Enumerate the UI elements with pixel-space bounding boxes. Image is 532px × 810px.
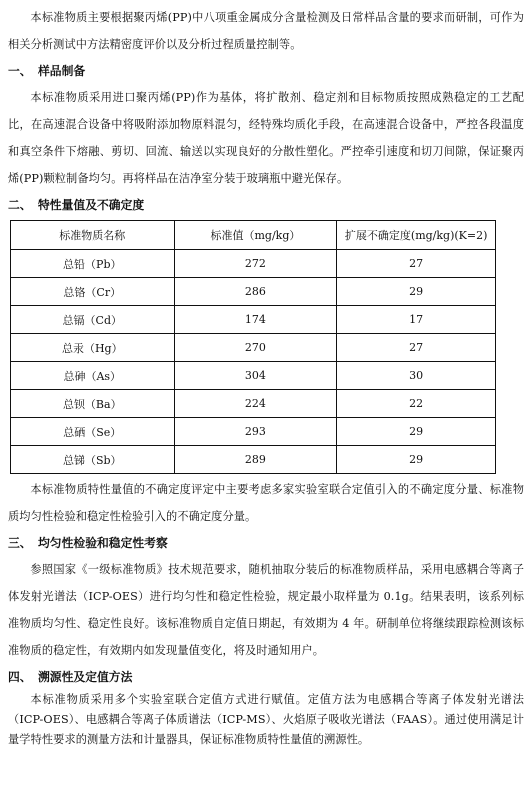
cell-value: 272 bbox=[174, 250, 337, 278]
section-title: 均匀性检验和稳定性考察 bbox=[38, 536, 168, 550]
table-row bbox=[11, 334, 496, 362]
section-2-note: 本标准物质特性量值的不确定度评定中主要考虑多家实验室联合定值引入的不确定度分量、标准物质均匀性检验和稳定性检验引入的不确定度分量。 bbox=[8, 483, 524, 523]
cell-uncertainty: 29 bbox=[337, 418, 496, 446]
certified-values-table bbox=[10, 220, 496, 474]
section-3-body: 参照国家《一级标准物质》技术规范要求，随机抽取分装后的标准物质样品，采用电感耦合等离子体发射光谱法（ICP-OES）进行均匀性和稳定性检验，规定最小取样量为 0.1g。结果表明，该系列标准物质均匀性、稳定性良好。该标准物质自定值日期起，有效期为 4 年。研制单位将继续跟踪检测该标准物质的稳定性，有效期内如发现量值变化，将及时通知用户。 bbox=[8, 563, 524, 657]
cell-value: 270 bbox=[174, 334, 337, 362]
section-1-heading bbox=[8, 58, 524, 84]
section-title: 特性量值及不确定度 bbox=[38, 198, 145, 212]
cell-name: 总钡（Ba） bbox=[11, 390, 175, 418]
section-4-heading bbox=[8, 664, 524, 690]
table-header-row bbox=[11, 221, 496, 250]
cell-value: 289 bbox=[174, 446, 337, 474]
cell-name: 总镉（Cd） bbox=[11, 306, 175, 334]
table-row bbox=[11, 250, 496, 278]
section-title: 溯源性及定值方法 bbox=[38, 670, 133, 684]
section-number: 一、 bbox=[8, 64, 32, 78]
column-header-name: 标准物质名称 bbox=[11, 221, 175, 250]
cell-name: 总硒（Se） bbox=[11, 418, 175, 446]
cell-uncertainty: 30 bbox=[337, 362, 496, 390]
column-header-value: 标准值（mg/kg） bbox=[174, 221, 337, 250]
table-row bbox=[11, 418, 496, 446]
table-row bbox=[11, 446, 496, 474]
cell-uncertainty: 27 bbox=[337, 334, 496, 362]
table-row bbox=[11, 390, 496, 418]
cell-name: 总锑（Sb） bbox=[11, 446, 175, 474]
table-row bbox=[11, 278, 496, 306]
section-2-heading bbox=[8, 192, 524, 218]
cell-name: 总砷（As） bbox=[11, 362, 175, 390]
section-3-heading bbox=[8, 530, 524, 556]
table-row bbox=[11, 306, 496, 334]
table-row bbox=[11, 362, 496, 390]
section-title: 样品制备 bbox=[38, 64, 86, 78]
section-number: 三、 bbox=[8, 536, 32, 550]
cell-uncertainty: 22 bbox=[337, 390, 496, 418]
cell-name: 总汞（Hg） bbox=[11, 334, 175, 362]
section-1-body: 本标准物质采用进口聚丙烯(PP)作为基体，将扩散剂、稳定剂和目标物质按照成熟稳定的工艺配比，在高速混合设备中将吸附添加物原料混匀，经特殊均质化手段，在高速混合设备中，严控各段温度和真空条件下熔融、剪切、回流、输送以实现良好的分散性塑化。严控牵引速度和切刀间隙，保证聚丙烯(PP)颗粒制备均匀。再将样品在洁净室分装于玻璃瓶中避光保存。 bbox=[8, 91, 524, 185]
intro-paragraph: 本标准物质主要根据聚丙烯(PP)中八项重金属成分含量检测及日常样品含量的要求而研制，可作为相关分析测试中方法精密度评价以及分析过程质量控制等。 bbox=[8, 11, 524, 51]
cell-value: 286 bbox=[174, 278, 337, 306]
cell-name: 总铬（Cr） bbox=[11, 278, 175, 306]
cell-uncertainty: 17 bbox=[337, 306, 496, 334]
cell-uncertainty: 27 bbox=[337, 250, 496, 278]
cell-name: 总铅（Pb） bbox=[11, 250, 175, 278]
section-number: 四、 bbox=[8, 670, 32, 684]
cell-value: 174 bbox=[174, 306, 337, 334]
cell-value: 304 bbox=[174, 362, 337, 390]
column-header-uncertainty: 扩展不确定度(mg/kg)(K=2) bbox=[337, 221, 496, 250]
cell-uncertainty: 29 bbox=[337, 446, 496, 474]
section-number: 二、 bbox=[8, 198, 32, 212]
cell-uncertainty: 29 bbox=[337, 278, 496, 306]
section-4-body: 本标准物质采用多个实验室联合定值方式进行赋值。定值方法为电感耦合等离子体发射光谱法（ICP-OES）、电感耦合等离子体质谱法（ICP-MS）、火焰原子吸收光谱法（FAAS）。通过使用满足计量学特性要求的测量方法和计量器具，保证标准物质特性量值的溯源性。 bbox=[8, 693, 524, 746]
cell-value: 293 bbox=[174, 418, 337, 446]
cell-value: 224 bbox=[174, 390, 337, 418]
